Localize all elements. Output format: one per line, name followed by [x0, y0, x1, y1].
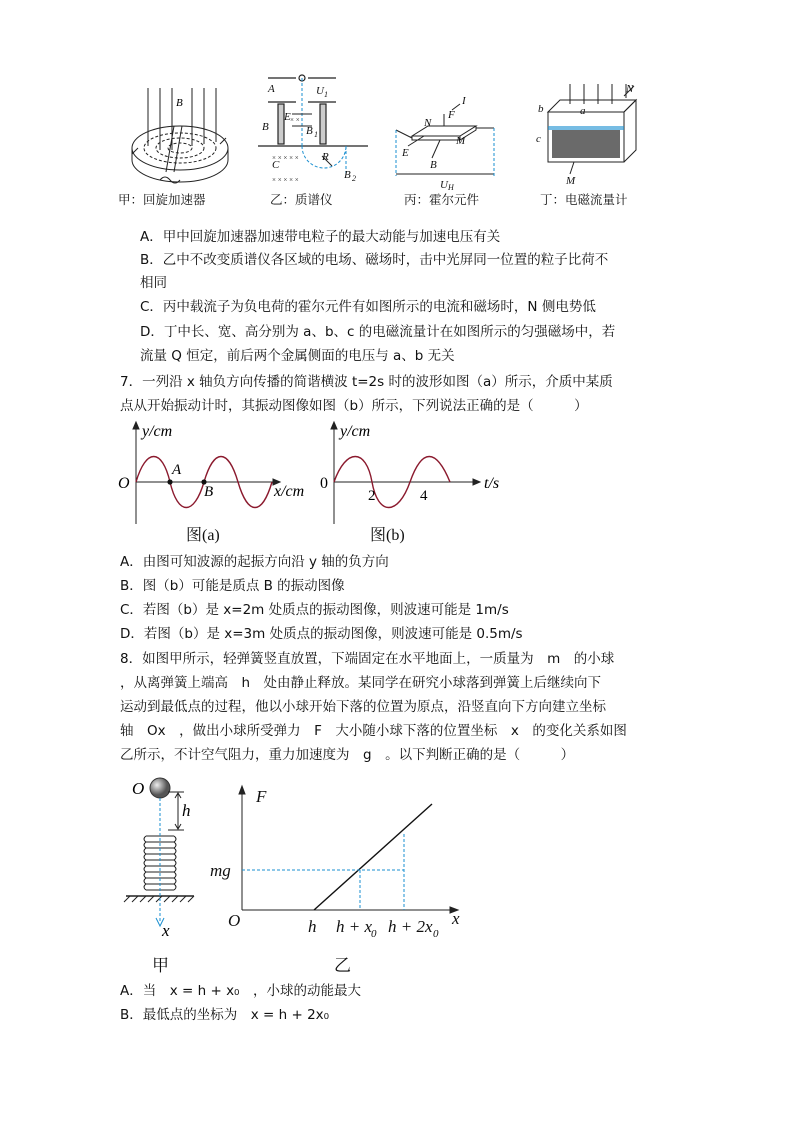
figure-hall-element [390, 95, 500, 192]
q8-caption-jia: 甲 [152, 956, 169, 976]
q8-stem-line5: 乙所示，不计空气阻力，重力加速度为 g 。以下判断正确的是（ ） [120, 747, 575, 763]
fig-a-point-a: A [172, 462, 182, 478]
label-N: N [424, 117, 432, 129]
label-B1-sub: 1 [314, 130, 318, 139]
label-B2: B [344, 169, 351, 181]
q7-option-c: C．若图（b）是 x=2m 处质点的振动图像，则波速可能是 1m/s [120, 602, 509, 618]
figure-mass-spectrometer [258, 74, 368, 186]
label-b: b [538, 103, 544, 115]
label-UH-sub: H [448, 183, 454, 192]
fig-b-tick-2: 2 [368, 488, 376, 504]
q7-option-a: A．由图可知波源的起振方向沿 y 轴的负方向 [120, 554, 389, 570]
figure-cyclotron [120, 84, 240, 188]
label-B: B [430, 159, 437, 171]
q7-stem-line2: 点从开始振动计时，其振动图像如图（b）所示，下列说法正确的是（ ） [120, 398, 588, 414]
q6-option-b-line2: 相同 [140, 275, 167, 291]
q8-stem-line1: 8．如图甲所示，轻弹簧竖直放置，下端固定在水平地面上，一质量为 m 的小球 [120, 651, 615, 667]
label-U1: U [316, 85, 324, 97]
fig-a-caption: 图(a) [186, 527, 220, 544]
q8-caption-yi: 乙 [334, 956, 351, 976]
label-a: a [580, 105, 586, 117]
label-B1: B [306, 125, 313, 137]
q7-option-d: D．若图（b）是 x=3m 处质点的振动图像，则波速可能是 0.5m/s [120, 626, 523, 642]
q6-option-d-line1: D．丁中长、宽、高分别为 a、b、c 的电磁流量计在如图所示的匀强磁场中，若 [140, 324, 616, 340]
graph-h-plus-2x0-label: h + 2x [388, 917, 433, 936]
graph-mg-label: mg [210, 861, 231, 880]
spring-height-label: h [182, 801, 191, 820]
svg-text:× × × × ×: × × × × × [272, 154, 299, 162]
q8-stem-line3: 运动到最低点的过程，他以小球开始下落的位置为原点，沿竖直向下方向建立坐标 [120, 699, 606, 715]
q7-stem-line1: 7．一列沿 x 轴负方向传播的简谐横波 t=2s 时的波形如图（a）所示，介质中某质 [120, 374, 613, 390]
caption-jia: 甲：回旋加速器 [118, 192, 206, 207]
graph-y-axis-label: F [256, 787, 267, 806]
fig-b-ylabel: y/cm [340, 423, 371, 440]
label-E: E [402, 147, 409, 159]
label-A: A [268, 83, 275, 95]
svg-text:× × × × ×: × × × × × [272, 176, 299, 184]
label-U1-sub: 1 [324, 90, 328, 99]
spring-origin-label: O [132, 779, 145, 798]
spring-x-axis-label: x [162, 921, 170, 940]
magnetic-field-label: B [176, 97, 183, 109]
fig-a-xlabel: x/cm [274, 483, 305, 500]
caption-yi: 乙：质谱仪 [270, 192, 333, 207]
label-N: N [626, 83, 634, 95]
caption-ding: 丁：电磁流量计 [540, 192, 628, 207]
label-B: B [262, 121, 269, 133]
q6-option-c: C．丙中载流子为负电荷的霍尔元件有如图所示的电流和磁场时，N 侧电势低 [140, 299, 596, 315]
q8-figure-spring [122, 772, 212, 948]
fig-b-caption: 图(b) [370, 527, 405, 544]
q8-option-b: B．最低点的坐标为 x = h + 2x₀ [120, 1007, 330, 1023]
label-C: C [272, 159, 280, 171]
fig-b-xlabel: t/s [484, 475, 500, 492]
fig-a-ylabel: y/cm [142, 423, 173, 440]
fig-b-tick-4: 4 [420, 488, 428, 504]
label-M: M [566, 175, 576, 187]
graph-h-label: h [308, 917, 317, 936]
figure-flowmeter [530, 82, 650, 186]
q8-stem-line2: ，从离弹簧上端高 h 处由静止释放。某同学在研究小球落到弹簧上后继续向下 [120, 675, 602, 691]
label-R: R [322, 151, 329, 163]
q7-figure-b-vibration [316, 420, 506, 530]
caption-bing: 丙：霍尔元件 [404, 192, 480, 207]
fig-a-origin: O [118, 475, 130, 492]
q7-option-b: B．图（b）可能是质点 B 的振动图像 [120, 578, 345, 594]
q6-option-d-line2: 流量 Q 恒定，前后两个金属侧面的电压与 a、b 无关 [140, 348, 455, 364]
q8-option-a: A．当 x = h + x₀ ，小球的动能最大 [120, 983, 361, 999]
label-M: M [456, 135, 466, 147]
label-I: I [462, 95, 466, 107]
q6-option-b-line1: B．乙中不改变质谱仪各区域的电场、磁场时，击中光屏同一位置的粒子比荷不 [140, 252, 609, 268]
graph-x0-subscript-1: 0 [371, 928, 377, 940]
q6-option-a: A．甲中回旋加速器加速带电粒子的最大动能与加速电压有关 [140, 229, 501, 245]
label-UH: U [440, 179, 448, 191]
q7-figure-a-wave [118, 420, 318, 530]
q8-stem-line4: 轴 Ox ，做出小球所受弹力 F 大小随小球下落的位置坐标 x 的变化关系如图 [120, 723, 627, 739]
fig-b-origin: 0 [320, 475, 328, 492]
graph-h-plus-x0-label: h + x [336, 917, 373, 936]
graph-x0-subscript-2: 0 [433, 928, 439, 940]
label-E: E [284, 111, 291, 123]
label-F: F [448, 109, 455, 121]
q8-figure-force-graph [208, 782, 476, 942]
label-c: c [536, 133, 541, 145]
graph-x-axis-label: x [452, 909, 460, 928]
fig-a-point-b: B [204, 484, 214, 500]
graph-origin-label: O [228, 911, 241, 930]
label-B2-sub: 2 [352, 174, 356, 183]
svg-text:× ×: × × [290, 116, 300, 124]
